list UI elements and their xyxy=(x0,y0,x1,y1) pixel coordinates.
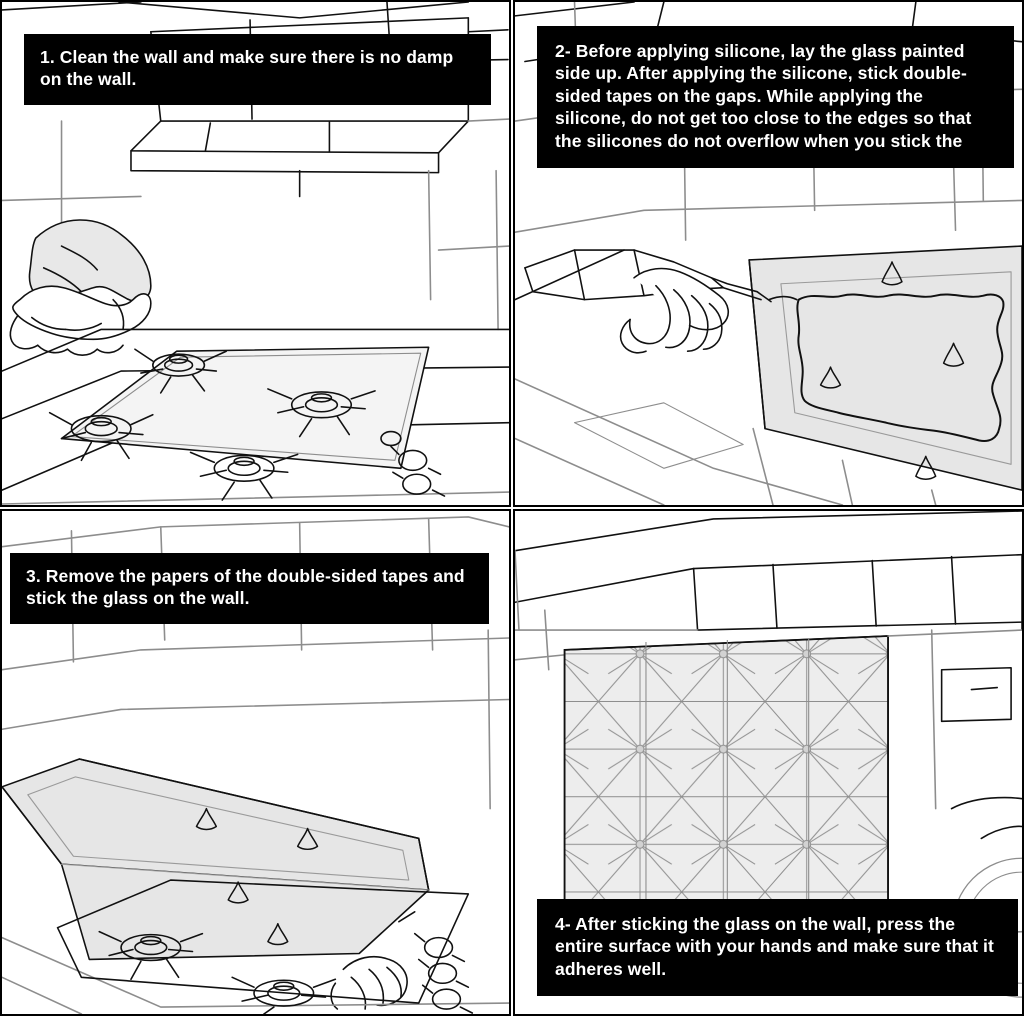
panel-4 xyxy=(513,509,1024,1016)
panel-2 xyxy=(513,0,1024,507)
panel-3 xyxy=(0,509,511,1016)
panel-4-caption: 4- After sticking the glass on the wall, press the entire surface with your hands and make sure that it adheres well. xyxy=(537,899,1018,996)
panel-2-caption: 2- Before applying silicone, lay the glass painted side up. After applying the silicone, stick double-sided tapes on the gaps. While applying the silicone, do not get too close to the edges so that the silicones do not overflow when you stick the xyxy=(537,26,1014,168)
panel-1-caption: 1. Clean the wall and make sure there is no damp on the wall. xyxy=(24,34,491,105)
panel-3-caption: 3. Remove the papers of the double-sided tapes and stick the glass on the wall. xyxy=(10,553,489,624)
panel-1 xyxy=(0,0,511,507)
